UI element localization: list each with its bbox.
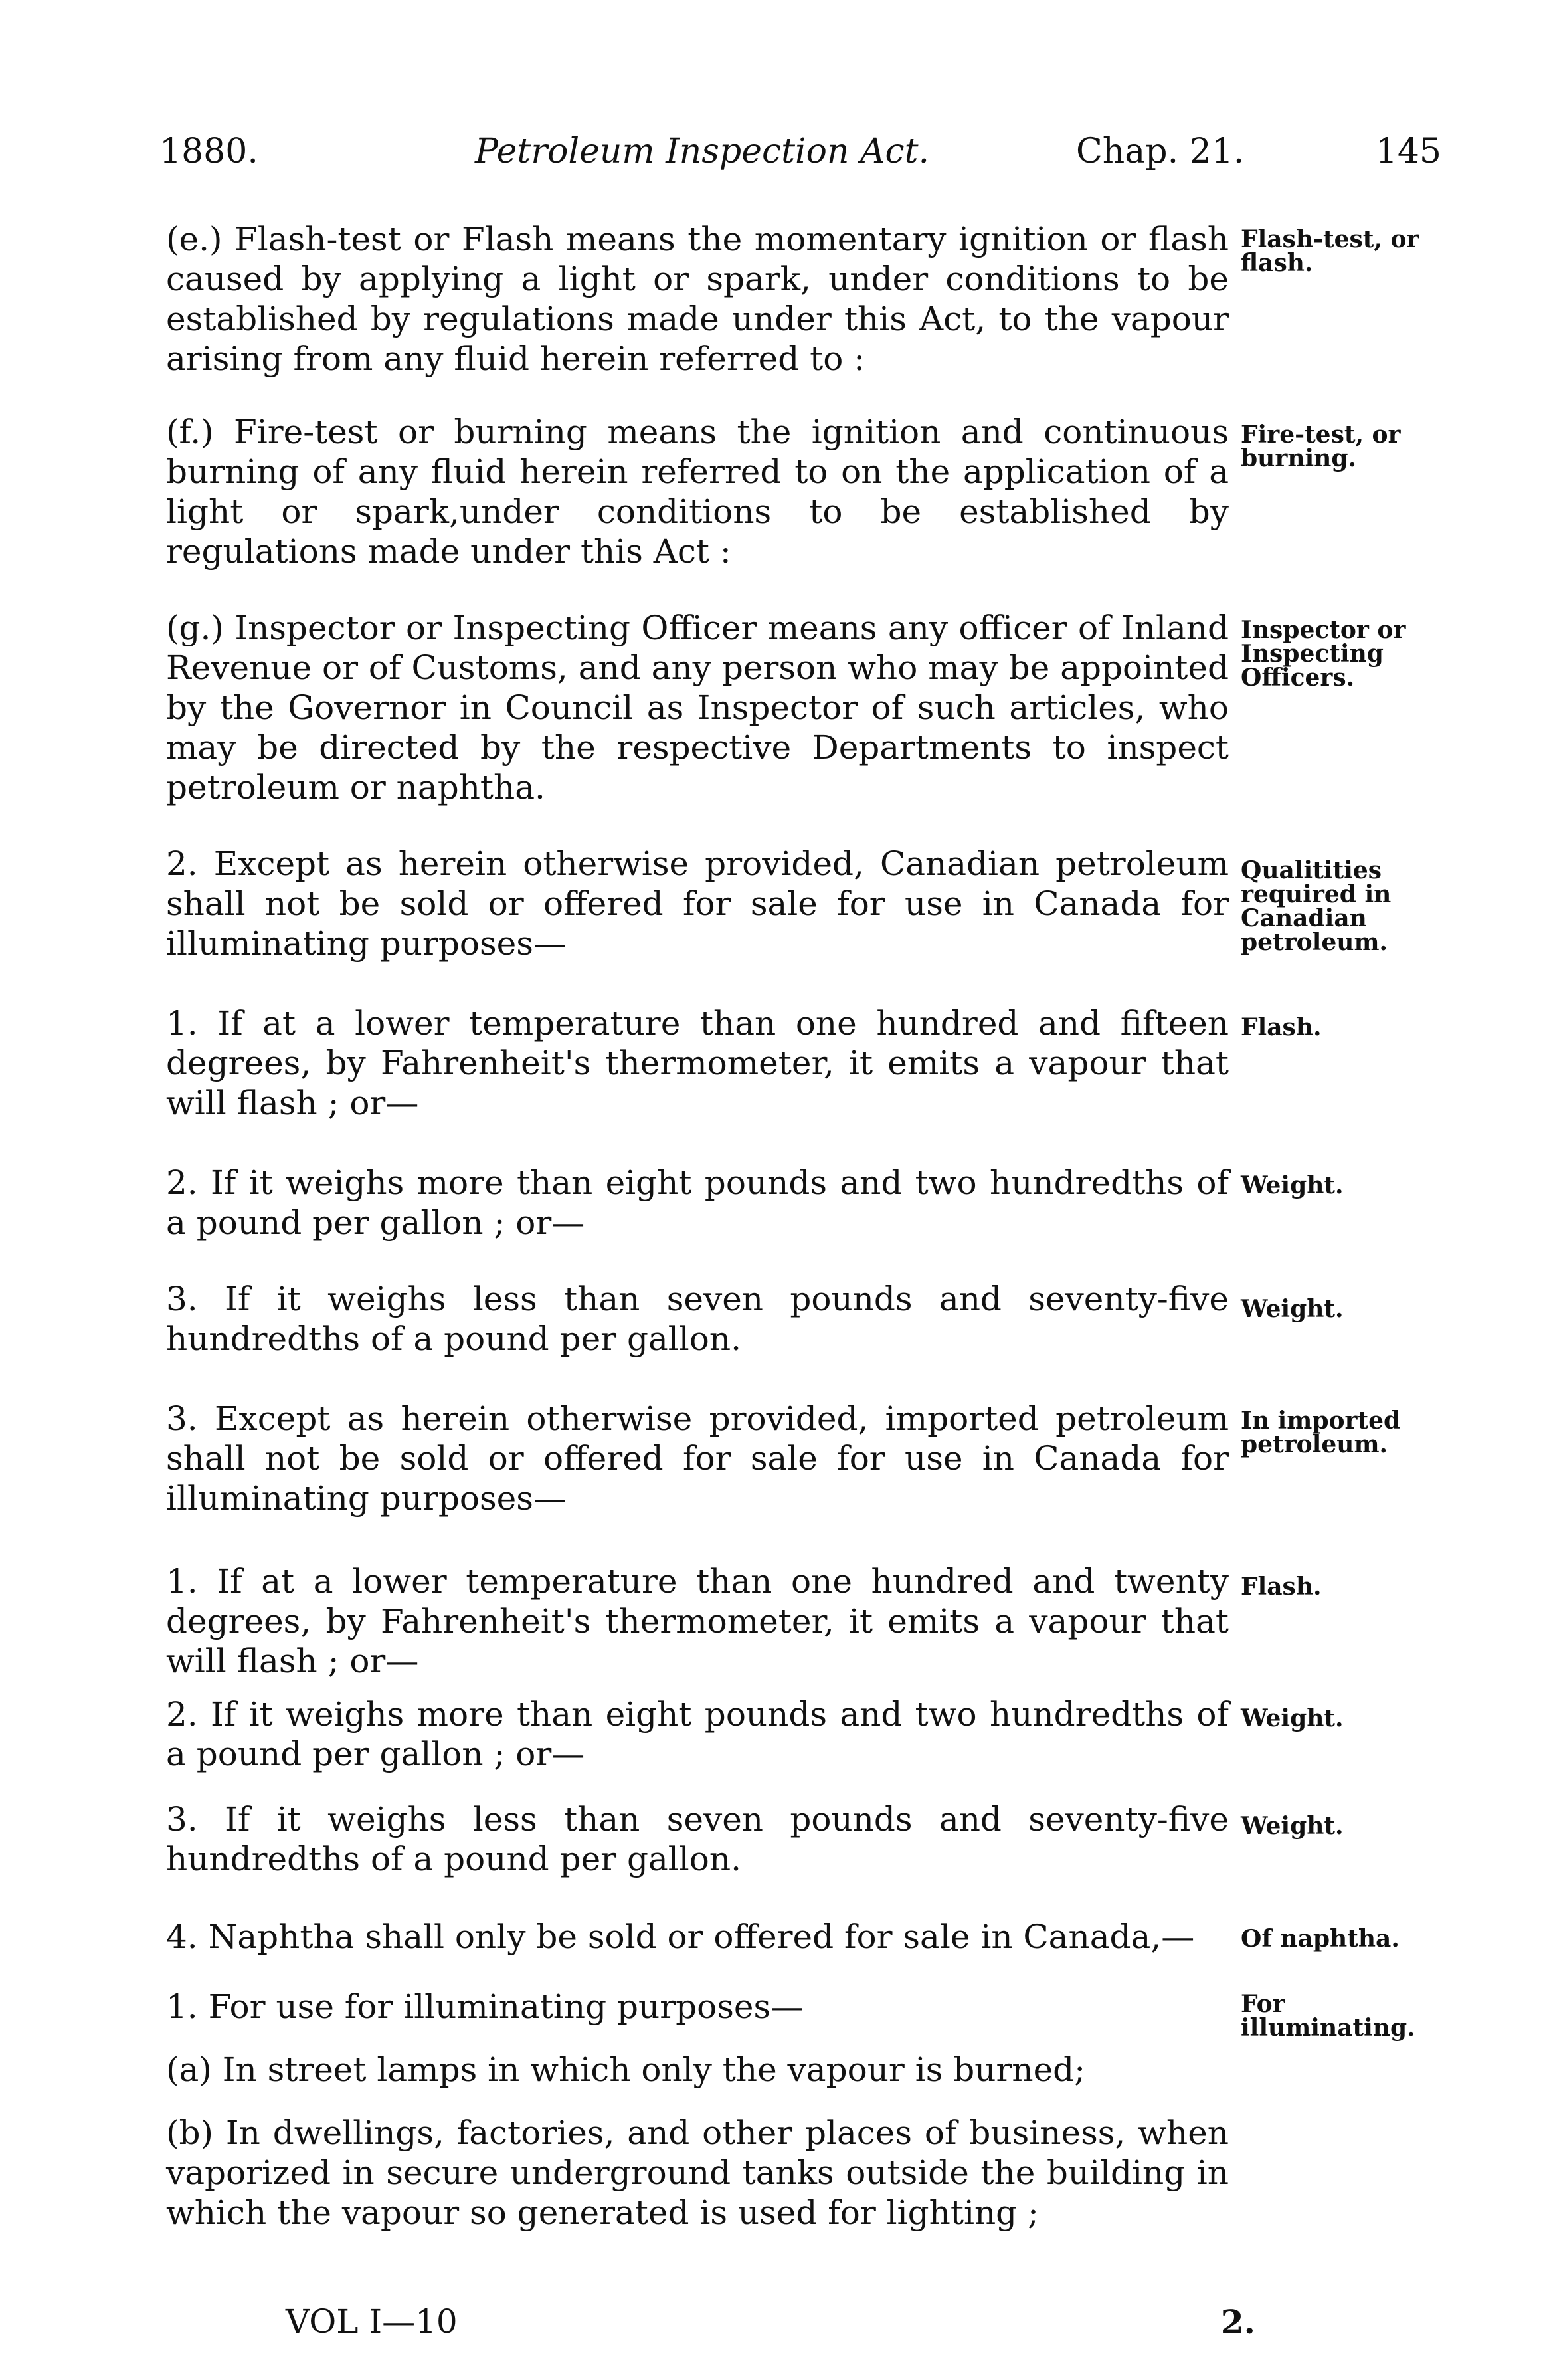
margin-note-weight-2: Weight. <box>1241 1295 1344 1323</box>
margin-note-flash-1: Flash. <box>1241 1013 1322 1041</box>
section-4-item-b: (b) In dwellings, factories, and other places of business, when vaporized in secure underground tanks outside the building in which the vapour so generated is used for lighting ; <box>166 2114 1229 2232</box>
margin-note-flash-test: Flash-test, or flash. <box>1241 225 1419 277</box>
header-year: 1880. <box>159 132 258 171</box>
margin-note-weight-4: Weight. <box>1241 1812 1344 1840</box>
paragraph-f-fire-test: (f.) Fire-test or burning means the ignition and continuous burning of any fluid herein referred to on the application of a light or spark,under conditions to be established by regulations made under this Act : <box>166 413 1229 571</box>
margin-note-weight-1: Weight. <box>1241 1171 1344 1199</box>
header-page-number: 145 <box>1375 132 1441 171</box>
header-title: Petroleum Inspection Act. <box>475 132 930 171</box>
footer-signature: 2. <box>1220 2302 1255 2341</box>
page-footer <box>286 2302 1255 2349</box>
section-3-item-3: 3. If it weighs less than seven pounds and seventy-five hundredths of a pound per gallon. <box>166 1800 1229 1878</box>
margin-note-illuminating: For illuminating. <box>1241 1990 1415 2042</box>
section-2-paragraph: 2. Except as herein otherwise provided, Canadian petroleum shall not be sold or offered for sale for use in Canada for illuminating purposes— <box>166 844 1229 963</box>
margin-note-imported: In imported petroleum. <box>1241 1407 1401 1458</box>
section-4-item-a: (a) In street lamps in which only the vapour is burned; <box>166 2050 1086 2089</box>
margin-note-inspector: Inspector or Inspecting Officers. <box>1241 616 1406 692</box>
margin-note-fire-test: Fire-test, or burning. <box>1241 421 1401 472</box>
paragraph-g-inspector: (g.) Inspector or Inspecting Officer means any officer of Inland Revenue or of Customs, and any person who may be appointed by the Governor in Council as Inspector of such articles, who may be directed by the respective Departments to inspect petroleum or naphtha. <box>166 609 1229 807</box>
section-3-paragraph: 3. Except as herein otherwise provided, imported petroleum shall not be sold or offered for sale for use in Canada for illuminating purposes— <box>166 1399 1229 1518</box>
section-2-item-3: 3. If it weighs less than seven pounds and seventy-five hundredths of a pound per gallon. <box>166 1280 1229 1358</box>
margin-note-qualities: Qualitities required in Canadian petroleum. <box>1241 856 1392 956</box>
section-3-item-1: 1. If at a lower temperature than one hundred and twenty degrees, by Fahrenheit's thermometer, it emits a vapour that will flash ; or— <box>166 1562 1229 1680</box>
page-header <box>159 132 1455 185</box>
margin-note-weight-3: Weight. <box>1241 1704 1344 1732</box>
section-3-item-2: 2. If it weighs more than eight pounds and two hundredths of a pound per gallon ; or— <box>166 1695 1229 1773</box>
section-2-item-1: 1. If at a lower temperature than one hundred and fifteen degrees, by Fahrenheit's thermometer, it emits a vapour that will flash ; or— <box>166 1004 1229 1122</box>
footer-volume: VOL I—10 <box>286 2302 458 2341</box>
paragraph-e-flash-test: (e.) Flash-test or Flash means the momentary ignition or flash caused by applying a light or spark, under conditions to be established by regulations made under this Act, to the vapour arising from any fluid herein referred to : <box>166 220 1229 378</box>
header-chapter: Chap. 21. <box>1076 132 1245 171</box>
margin-note-naphtha: Of naphtha. <box>1241 1925 1400 1953</box>
section-4-item-1: 1. For use for illuminating purposes— <box>166 1987 804 2026</box>
margin-note-flash-2: Flash. <box>1241 1573 1322 1601</box>
section-2-item-2: 2. If it weighs more than eight pounds and two hundredths of a pound per gallon ; or— <box>166 1163 1229 1242</box>
section-4-paragraph: 4. Naphtha shall only be sold or offered for sale in Canada,— <box>166 1918 1195 1956</box>
